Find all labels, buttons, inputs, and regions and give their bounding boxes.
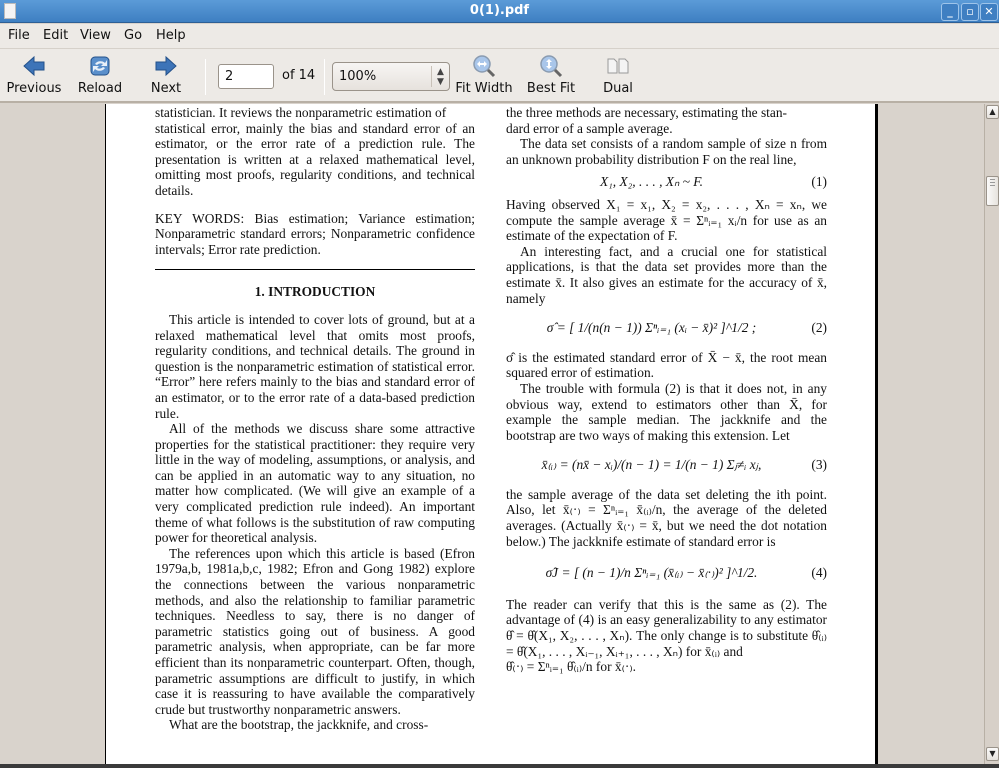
zoom-fit-width-icon — [455, 53, 513, 79]
scroll-thumb[interactable] — [986, 176, 999, 206]
toolbar — [0, 49, 999, 103]
spin-arrows-icon: ▲ ▼ — [431, 66, 449, 87]
page-number-input[interactable]: 2 — [218, 64, 274, 89]
menu-go[interactable]: Go — [124, 28, 143, 43]
cut-off-line: θ̂₍·₎ = Σⁿᵢ₌₁ θ̂₍ᵢ₎/n for x̄₍·₎. — [506, 659, 636, 675]
menu-help[interactable]: Help — [156, 28, 186, 43]
paragraph: All of the methods we discuss share some attractive properties for the statistical practitioner: they require very little in the way of modeling, assumptions, or analysis, and can be applied in an automatic way to any situation, no matter how complicated. (We will give an example of a very complicated prediction rule indeed). An important theme of what follows is the substitution of raw computing power for theoretical analysis. — [155, 421, 475, 546]
equation-1: X₁, X₂, . . . , Xₙ ~ F. (1) — [599, 174, 827, 190]
document-viewport[interactable] — [0, 104, 984, 764]
zoom-level-value: 100% — [339, 69, 377, 84]
window-titlebar — [0, 0, 999, 23]
cut-off-line: statistician. It reviews the nonparametric estimation of — [155, 105, 447, 120]
toolbar-separator — [324, 59, 325, 95]
paragraph: This article is intended to cover lots of ground, but at a relaxed mathematical level that omits most proofs, regularity conditions, and technical details. The ground in question is the nonparametric estimation of statistical error. “Error” here refers mainly to the bias and standard error of an estimator, or to the error rate of a data-based prediction rule. — [155, 311, 475, 421]
right-column — [506, 105, 827, 675]
scroll-up-button[interactable]: ▲ — [986, 105, 999, 119]
equation-4: σ̂J = [ (n − 1)/n Σⁿᵢ₌₁ (x̄₍ᵢ₎ − x̄₍·₎)² ]^1/2. (4) — [545, 565, 827, 581]
window-title: 0(1).pdf — [469, 3, 530, 18]
best-fit-button[interactable]: Best Fit — [524, 53, 578, 96]
zoom-best-fit-icon — [524, 53, 578, 79]
scroll-down-button[interactable]: ▼ — [986, 747, 999, 761]
fit-width-button[interactable]: Fit Width — [455, 53, 513, 96]
paragraph: The reader can verify that this is the same as (2). The advantage of (4) is an easy generalizability to any estimator θ̂ = θ̂(X₁, X₂, . . . , Xₙ). The only change is to substitute θ̂₍ᵢ₎ = θ̂(X₁, . . . , Xᵢ₋₁, Xᵢ₊₁, . . . , Xₙ) for x̄₍ᵢ₎ and — [506, 596, 827, 659]
reload-icon — [77, 53, 123, 79]
cut-off-line: the three methods are necessary, estimating the stan- — [506, 105, 787, 120]
toolbar-separator — [205, 59, 206, 95]
paragraph: Having observed X₁ = x₁, X₂ = x₂, . . . , Xₙ = xₙ, we compute the sample average x̄ = Σⁿᵢ₌₁ xᵢ/n for use as an estimate of the expectation of F. — [506, 196, 827, 244]
paragraph: dard error of a sample average. — [506, 120, 673, 136]
paragraph: the sample average of the data set deleting the ith point. Also, let x̄₍·₎ = Σⁿᵢ₌₁ x̄₍ᵢ₎/n, the average of the deleted averages. (Actually x̄₍·₎ = x̄, but we need the dot notation below.) The jackknife estimate of standard error is — [506, 486, 827, 549]
menu-edit[interactable]: Edit — [43, 28, 69, 43]
minimize-button[interactable]: _ — [941, 3, 959, 21]
reload-button[interactable]: Reload — [77, 53, 123, 96]
arrow-left-icon — [6, 53, 62, 79]
dual-page-icon — [598, 53, 638, 79]
keywords-text: KEY WORDS: Bias estimation; Variance estimation; Nonparametric standard errors; Nonparametric confidence intervals; Error rate prediction. — [155, 210, 475, 257]
menu-file[interactable]: File — [8, 28, 30, 43]
equation-2: σ̂ = [ 1/(n(n − 1)) Σⁿᵢ₌₁ (xᵢ − x̄)² ]^1/2 ; (2) — [546, 320, 827, 336]
vertical-scrollbar[interactable] — [984, 104, 999, 764]
close-button[interactable]: ✕ — [980, 3, 998, 21]
paragraph: The data set consists of a random sample of size n from an unknown probability distribution F on the real line, — [506, 136, 827, 167]
pdf-page — [105, 104, 878, 764]
window-bottom-border — [0, 764, 999, 768]
maximize-button[interactable]: ▫ — [961, 3, 979, 21]
dual-button[interactable]: Dual — [598, 53, 638, 96]
cut-off-line: What are the bootstrap, the jackknife, and cross- — [169, 717, 429, 733]
paragraph: An interesting fact, and a crucial one for statistical applications, is that the data set provides more than the estimate x̄. It also gives an estimate for the accuracy of x̄, namely — [506, 243, 827, 306]
section-rule — [155, 269, 475, 270]
next-button[interactable]: Next — [146, 53, 186, 96]
abstract-text: statistical error, mainly the bias and standard error of an estimator, or the error rate of a prediction rule. The presentation is written at a relaxed mathematical level, omitting most proofs, regularity conditions, and technical details. — [155, 120, 475, 198]
paragraph: The trouble with formula (2) is that it does not, in any obvious way, extend to estimators other than X̄, for example the sample median. The jackknife and the bootstrap are two ways of making this extension. Let — [506, 380, 827, 443]
left-column — [155, 105, 475, 733]
equation-3: x̄₍ᵢ₎ = (nx̄ − xᵢ)/(n − 1) = 1/(n − 1) Σⱼ≠ᵢ xⱼ, (3) — [541, 457, 827, 473]
paragraph: The references upon which this article is based (Efron 1979a,b, 1981a,b,c, 1982; Efron and Gong 1982) explore the connections between the various nonparametric methods, and also the relationship to familiar parametric techniques. Needless to say, there is no danger of parametric statistics going out of business. A good parametric analysis, when appropriate, can be far more efficient than its nonparametric counterpart. Often, though, parametric assumptions are difficult to justify, in which case it is reassuring to have available the comparatively crude but trustworthy nonparametric answers. — [155, 545, 475, 717]
menu-view[interactable]: View — [80, 28, 111, 43]
section-heading: 1. INTRODUCTION — [254, 284, 376, 300]
page-total-label: of 14 — [282, 68, 316, 83]
zoom-level-select[interactable] — [332, 62, 450, 91]
arrow-right-icon — [146, 53, 186, 79]
previous-button[interactable]: Previous — [6, 53, 62, 96]
paragraph: σ̂ is the estimated standard error of X̄ − x̄, the root mean squared error of estimation. — [506, 349, 827, 381]
menu-bar — [0, 24, 999, 49]
